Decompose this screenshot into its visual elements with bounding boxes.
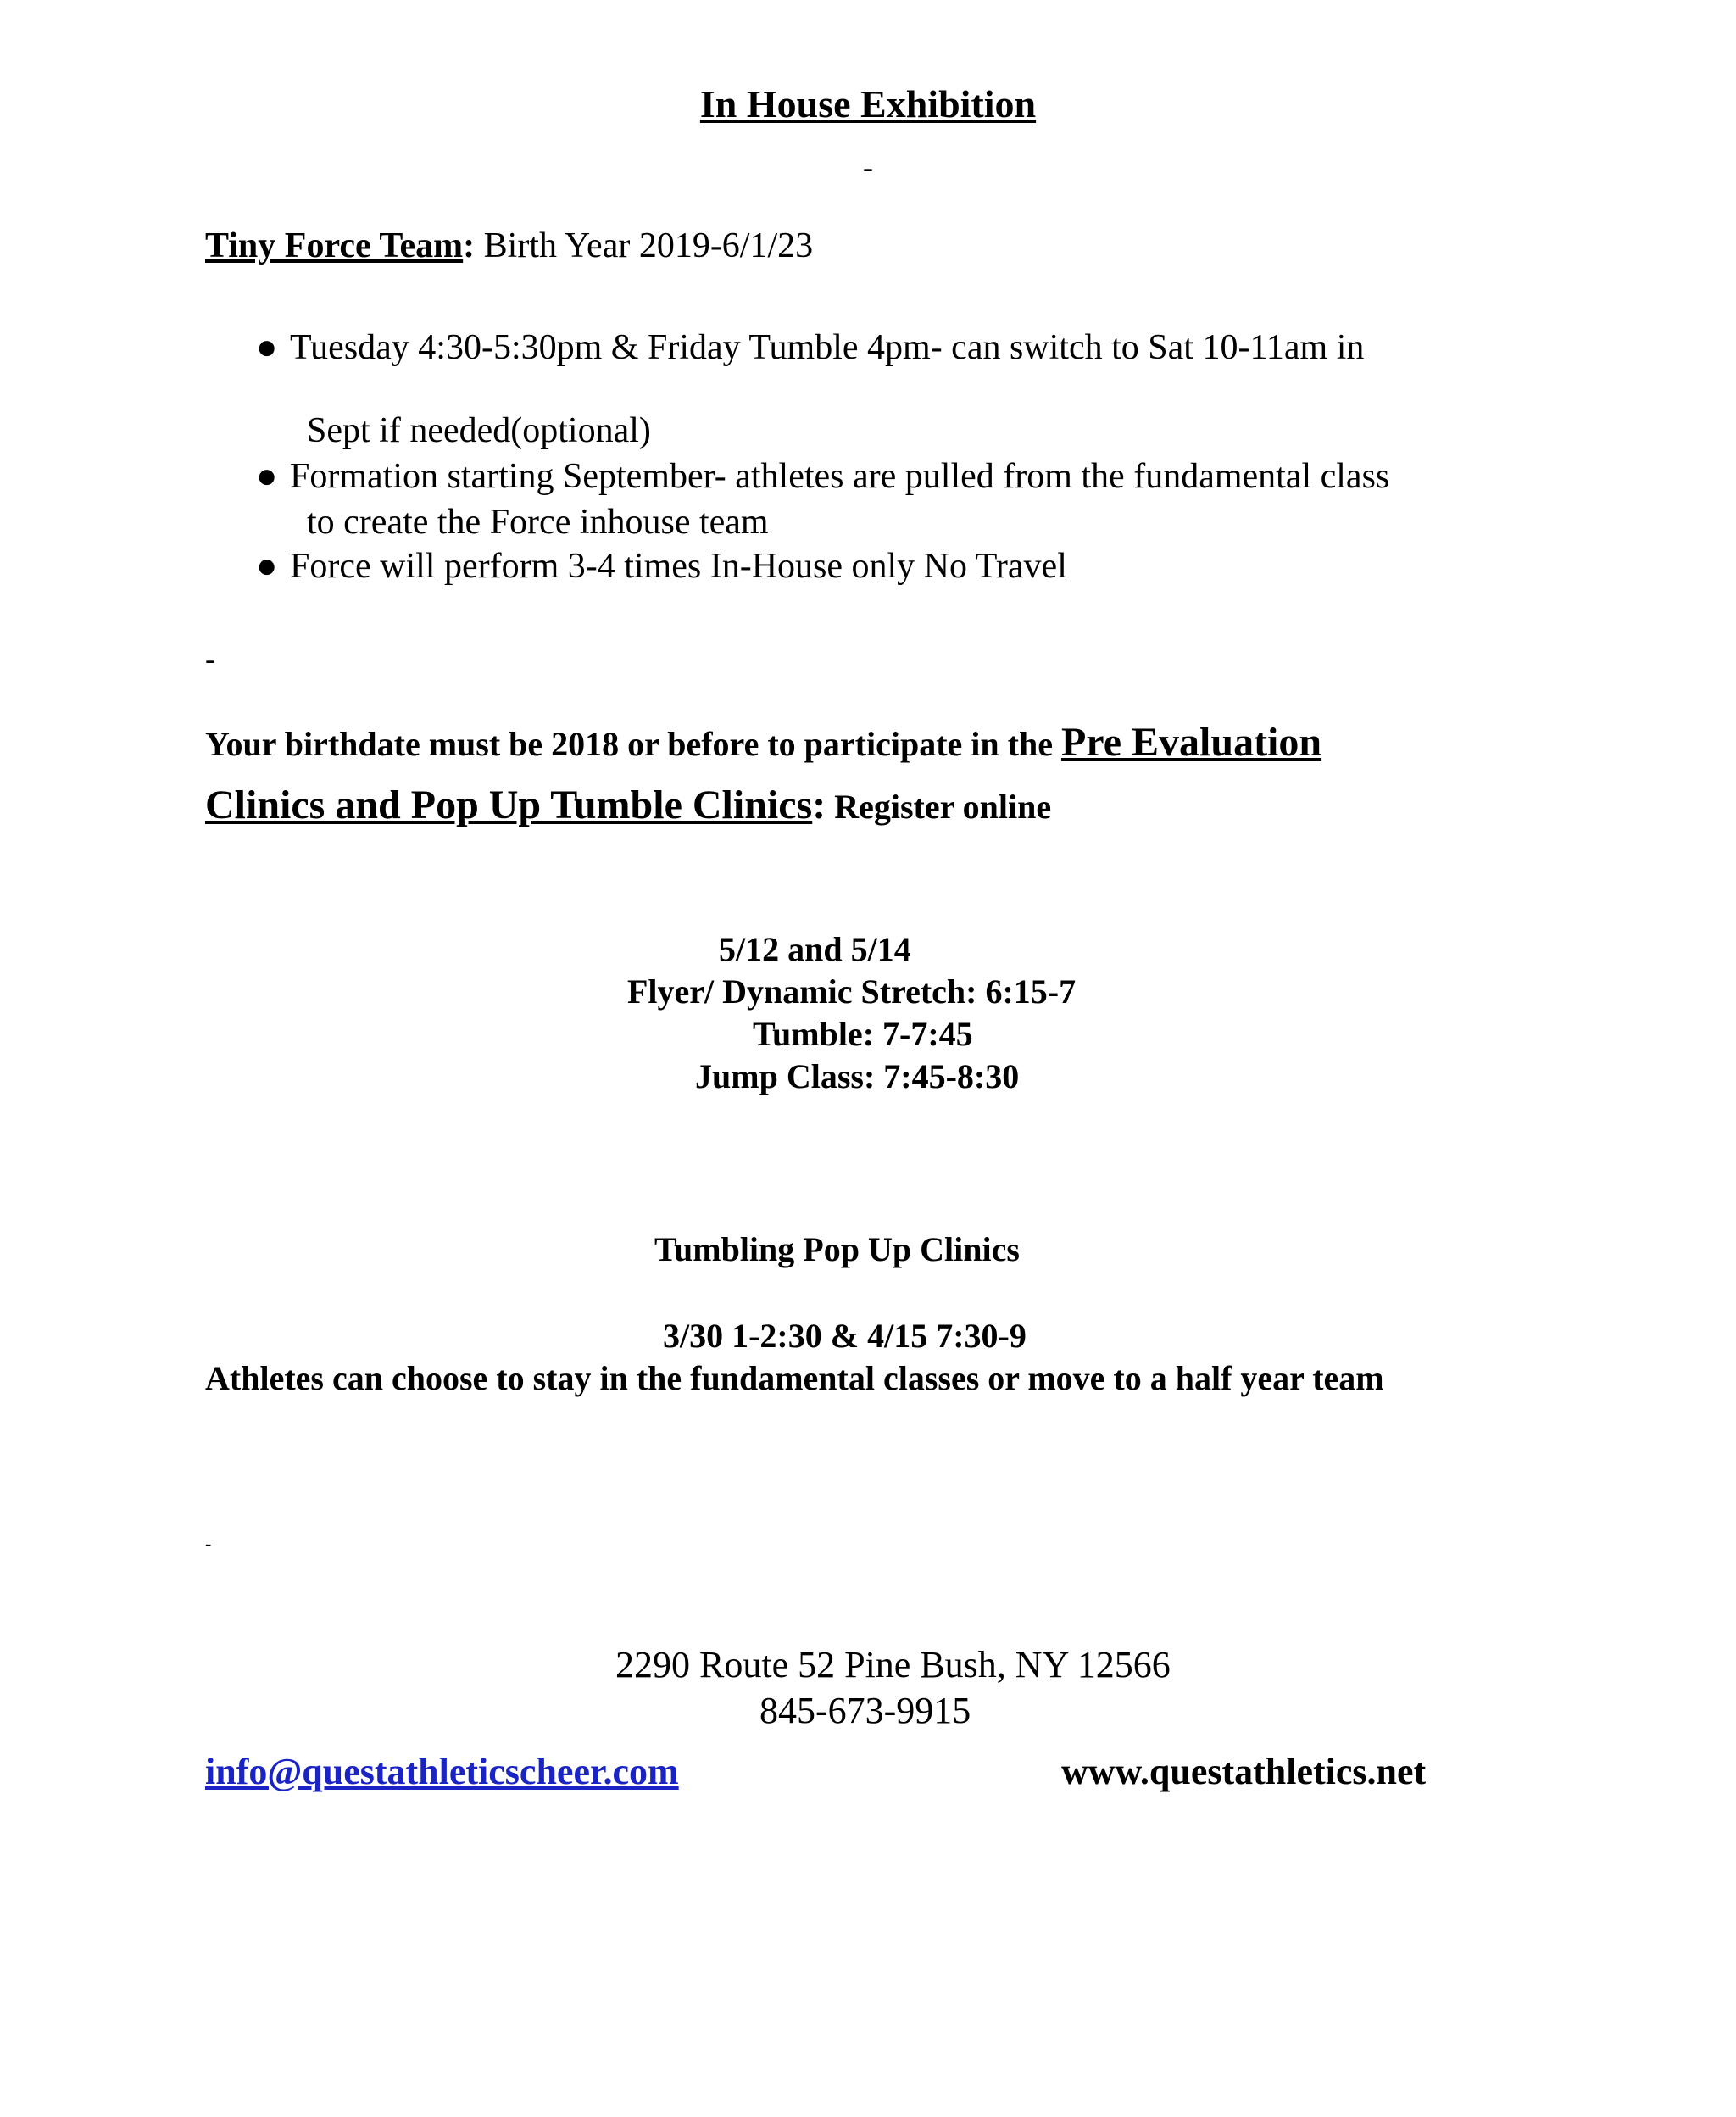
requirement-colon: : (812, 783, 826, 827)
bullet-text: Formation starting September- athletes are pulled from the fundamental class (290, 457, 1390, 496)
clinics-text: Clinics and Pop Up Tumble Clinics (205, 783, 813, 827)
website-text: www.questathletics.net (1061, 1751, 1427, 1792)
bullet-icon: ● (256, 328, 278, 367)
requirement-line (205, 719, 1321, 766)
team-name: Tiny Force Team (205, 226, 464, 265)
page-title: In House Exhibition (699, 82, 1037, 125)
clinic-dates: 5/12 and 5/14 (719, 930, 911, 968)
bullet-icon: ● (256, 457, 278, 496)
pop-up-note: Athletes can choose to stay in the fundamental classes or move to a half year team (205, 1359, 1384, 1397)
separator-dash: - (205, 1533, 212, 1554)
pop-up-heading: Tumbling Pop Up Clinics (654, 1230, 1020, 1268)
bullet-text: Force will perform 3-4 times In-House only No Travel (290, 547, 1067, 586)
pop-up-dates: 3/30 1-2:30 & 4/15 7:30-9 (663, 1317, 1027, 1355)
address: 2290 Route 52 Pine Bush, NY 12566 (615, 1644, 1171, 1685)
bullet-item (256, 546, 1067, 587)
email-link[interactable]: info@questathleticscheer.com (205, 1751, 679, 1792)
clinic-jump-time: Jump Class: 7:45-8:30 (695, 1057, 1020, 1095)
phone-number: 845-673-9915 (760, 1690, 971, 1731)
clinic-tumble-time: Tumble: 7-7:45 (753, 1015, 973, 1053)
separator-dash: - (205, 642, 215, 676)
team-birth-year: Birth Year 2019-6/1/23 (475, 226, 814, 265)
bullet-item (256, 327, 1364, 368)
requirement-lead: Your birthdate must be 2018 or before to participate in the (205, 725, 1061, 763)
register-online-text: Register online (826, 788, 1052, 826)
requirement-line (205, 782, 1051, 828)
clinic-flyer-time: Flyer/ Dynamic Stretch: 6:15-7 (627, 972, 1077, 1011)
team-colon: : (463, 226, 476, 265)
bullet-text: Tuesday 4:30-5:30pm & Friday Tumble 4pm- can switch to Sat 10-11am in (290, 328, 1365, 367)
team-line (205, 226, 813, 266)
separator-dash: - (863, 150, 873, 184)
bullet-icon: ● (256, 547, 278, 586)
bullet-continuation: to create the Force inhouse team (307, 503, 769, 542)
bullet-item (256, 456, 1389, 497)
bullet-continuation: Sept if needed(optional) (307, 411, 651, 450)
pre-evaluation-text: Pre Evaluation (1060, 720, 1322, 765)
